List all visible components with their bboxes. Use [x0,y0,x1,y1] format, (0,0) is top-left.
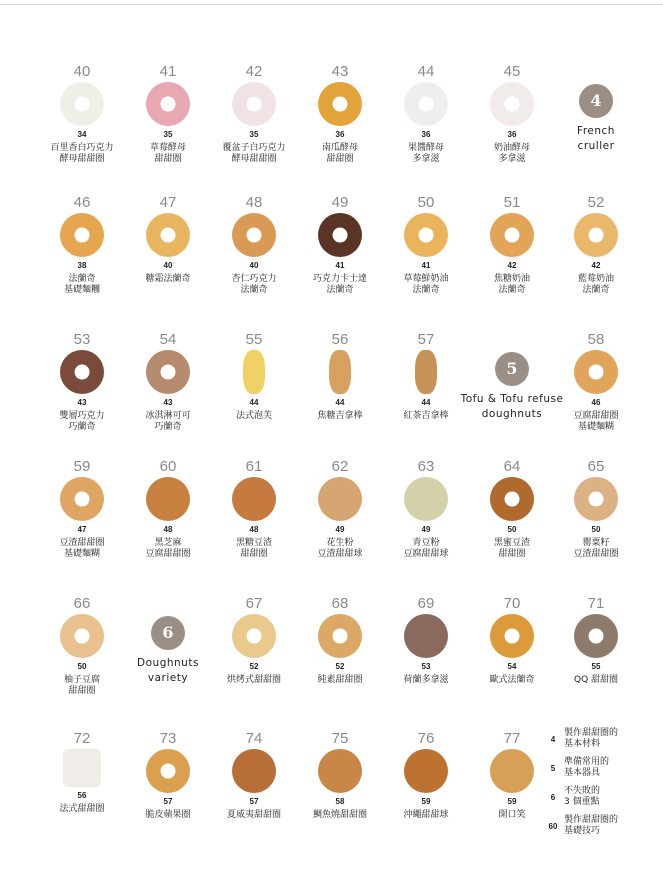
page-number: 49 [335,525,345,534]
donut-item-52 [553,195,639,296]
donut-photo [490,213,534,257]
item-label: 糖霜法蘭奇 [145,274,191,284]
page-number: 42 [591,261,601,270]
item-label: 雙層巧克力 巧蘭奇 [59,411,105,432]
page-number: 52 [335,662,345,671]
item-number: 49 [331,194,349,211]
page-number: 47 [77,525,87,534]
donut-photo [60,614,104,658]
page-number: 54 [507,662,517,671]
donut-photo [232,82,276,126]
donut-photo [60,350,104,394]
donut-item-46 [39,195,125,296]
donut-item-73 [125,731,211,821]
item-number: 63 [417,458,435,475]
page-number: 43 [163,398,173,407]
item-number: 67 [245,595,263,612]
item-label: 黑蜜豆渣 甜甜圈 [493,538,530,559]
page-number: 48 [163,525,173,534]
item-label: 百里香白巧克力 酵母甜甜圈 [50,143,114,164]
item-number: 40 [73,63,91,80]
donut-item-54 [125,332,211,433]
donut-item-56 [297,332,383,422]
donut-item-41 [125,64,211,165]
page-number: 40 [249,261,259,270]
item-number: 50 [417,194,435,211]
donut-item-72 [39,731,125,815]
item-label: 法式甜甜圈 [59,804,105,814]
donut-item-42 [211,64,297,165]
page-number: 50 [77,662,87,671]
donut-item-67 [211,596,297,686]
top-divider [0,4,663,5]
index-entry [542,728,658,750]
donut-item-47 [125,195,211,285]
item-label: 荷蘭多拿滋 [403,675,449,685]
index-page-number: 6 [550,793,556,802]
item-label: 南瓜酵母 甜甜圈 [321,143,358,164]
page-number: 35 [249,130,259,139]
donut-photo [404,477,448,521]
index-entry [542,757,658,779]
donut-item-71 [553,596,639,686]
donut-item-55 [211,332,297,422]
page-number: 57 [163,797,173,806]
item-number: 60 [159,458,177,475]
item-number: 65 [587,458,605,475]
donut-item-44 [383,64,469,165]
section-badge-6 [108,616,228,686]
donut-photo [490,477,534,521]
donut-photo [63,749,101,787]
item-label: 果醬酵母 多拿滋 [407,143,444,164]
page-number: 43 [77,398,87,407]
index-text: 製作甜甜圈的 基礎技巧 [564,815,619,836]
item-number: 51 [503,194,521,211]
page-number: 44 [335,398,345,407]
donut-photo [490,82,534,126]
donut-photo [232,614,276,658]
page-number: 50 [507,525,517,534]
index-page-number: 4 [550,735,556,744]
item-label: 豆腐甜甜圈 基礎麵糊 [573,411,619,432]
page-number: 42 [507,261,517,270]
page-number: 38 [77,261,87,270]
donut-photo [60,477,104,521]
item-number: 52 [587,194,605,211]
section-title: French cruller [577,125,615,152]
page-number: 36 [421,130,431,139]
donut-photo [60,213,104,257]
page-number: 49 [421,525,431,534]
item-number: 43 [331,63,349,80]
item-number: 47 [159,194,177,211]
item-label: 純素甜甜圈 [317,675,363,685]
donut-item-75 [297,731,383,821]
donut-item-58 [553,332,639,433]
donut-item-74 [211,731,297,821]
item-label: 脆皮蘋果圈 [145,810,191,820]
item-label: 焦糖奶油 法蘭奇 [493,274,530,295]
donut-photo [490,749,534,793]
item-number: 72 [73,730,91,747]
page-number: 34 [77,130,87,139]
donut-item-64 [469,459,555,560]
item-label: 法蘭奇 基礎麵糰 [63,274,100,295]
page-number: 40 [163,261,173,270]
donut-photo [318,82,362,126]
donut-item-62 [297,459,383,560]
item-label: 黑糖豆渣 甜甜圈 [235,538,272,559]
donut-item-65 [553,459,639,560]
item-label: 冰淇淋可可 巧蘭奇 [145,411,191,432]
donut-item-48 [211,195,297,296]
page-number: 41 [421,261,431,270]
donut-item-49 [297,195,383,296]
item-label: QQ 甜甜圈 [573,675,619,685]
index-entry [542,786,658,808]
item-label: 巧克力卡士達 法蘭奇 [312,274,367,295]
item-number: 55 [245,331,263,348]
donut-photo [232,749,276,793]
donut-photo [232,213,276,257]
page-number: 46 [591,398,601,407]
donut-photo [146,477,190,521]
section-number-circle: 4 [579,84,613,118]
donut-photo [574,350,618,394]
item-label: 烘烤式甜甜圈 [226,675,281,685]
item-number: 57 [417,331,435,348]
page-number: 57 [249,797,259,806]
item-label: 焦糖吉拿棒 [317,411,363,421]
donut-photo [146,213,190,257]
item-number: 59 [73,458,91,475]
item-label: 花生粉 豆渣甜甜球 [317,538,363,559]
item-number: 75 [331,730,349,747]
donut-photo [490,614,534,658]
donut-item-51 [469,195,555,296]
donut-item-59 [39,459,125,560]
donut-item-70 [469,596,555,686]
item-number: 76 [417,730,435,747]
item-label: 紅茶吉拿棒 [403,411,449,421]
page-number: 36 [335,130,345,139]
section-title: Doughnuts variety [137,657,199,684]
item-number: 70 [503,595,521,612]
item-number: 73 [159,730,177,747]
donut-photo [404,614,448,658]
item-number: 74 [245,730,263,747]
donut-photo [318,477,362,521]
donut-photo [60,82,104,126]
page-number: 59 [421,797,431,806]
section-number-circle: 5 [495,352,529,386]
donut-photo [318,749,362,793]
donut-photo [146,749,190,793]
item-label: 柚子豆腐 甜甜圈 [63,675,100,696]
item-number: 45 [503,63,521,80]
section-title: Tofu & Tofu refuse doughnuts [460,393,564,420]
page-number: 59 [507,797,517,806]
page-number: 56 [77,791,87,800]
item-label: 藍莓奶油 法蘭奇 [577,274,614,295]
item-number: 54 [159,331,177,348]
donut-item-76 [383,731,469,821]
donut-photo [574,477,618,521]
section-badge-4 [536,84,656,154]
donut-photo [243,350,265,394]
item-label: 歐式法蘭奇 [489,675,535,685]
item-number: 62 [331,458,349,475]
page-number: 44 [421,398,431,407]
donut-photo [318,213,362,257]
item-label: 罌粟籽 豆渣甜甜圈 [573,538,619,559]
donut-item-43 [297,64,383,165]
page-number: 55 [591,662,601,671]
item-label: 沖繩甜甜球 [403,810,449,820]
donut-item-69 [383,596,469,686]
item-label: 奶油酵母 多拿滋 [493,143,530,164]
item-number: 71 [587,595,605,612]
donut-photo [574,213,618,257]
donut-item-63 [383,459,469,560]
item-label: 覆盆子白巧克力 酵母甜甜圈 [222,143,286,164]
page-number: 36 [507,130,517,139]
donut-photo [146,350,190,394]
donut-photo [404,213,448,257]
item-number: 61 [245,458,263,475]
item-number: 64 [503,458,521,475]
item-number: 53 [73,331,91,348]
item-label: 開口笑 [498,810,526,820]
item-number: 66 [73,595,91,612]
item-label: 夏威夷甜甜圈 [226,810,281,820]
item-number: 41 [159,63,177,80]
item-label: 草莓鮮奶油 法蘭奇 [403,274,449,295]
page-number: 41 [335,261,345,270]
item-number: 68 [331,595,349,612]
donut-photo [146,82,190,126]
basics-index [542,728,658,844]
item-number: 58 [587,331,605,348]
donut-item-40 [39,64,125,165]
item-number: 77 [503,730,521,747]
donut-item-60 [125,459,211,560]
index-text: 製作甜甜圈的 基本材料 [564,728,619,749]
index-text: 不失敗的 3 個重點 [564,786,601,807]
index-entry [542,815,658,837]
item-label: 鯛魚燒甜甜圈 [312,810,367,820]
item-label: 青豆粉 豆腐甜甜球 [403,538,449,559]
item-number: 56 [331,331,349,348]
item-number: 69 [417,595,435,612]
donut-item-61 [211,459,297,560]
item-number: 46 [73,194,91,211]
donut-photo [318,614,362,658]
item-label: 豆渣甜甜圈 基礎麵糊 [59,538,105,559]
item-label: 黑芝麻 豆腐甜甜圈 [145,538,191,559]
donut-item-53 [39,332,125,433]
page-number: 48 [249,525,259,534]
donut-photo [404,749,448,793]
donut-photo [329,350,351,394]
index-page-number: 60 [548,822,558,831]
section-number-circle: 6 [151,616,185,650]
item-label: 法式泡芙 [235,411,272,421]
page-number: 58 [335,797,345,806]
page-number: 52 [249,662,259,671]
page-number: 35 [163,130,173,139]
item-number: 42 [245,63,263,80]
item-number: 48 [245,194,263,211]
item-number: 44 [417,63,435,80]
item-label: 草莓酵母 甜甜圈 [149,143,186,164]
donut-item-68 [297,596,383,686]
index-text: 準備常用的 基本器具 [564,757,610,778]
donut-photo [415,350,437,394]
donut-photo [232,477,276,521]
donut-item-50 [383,195,469,296]
index-page-number: 5 [550,764,556,773]
item-label: 杏仁巧克力 法蘭奇 [231,274,277,295]
donut-photo [404,82,448,126]
page-number: 44 [249,398,259,407]
donut-photo [574,614,618,658]
page-number: 50 [591,525,601,534]
page-number: 53 [421,662,431,671]
